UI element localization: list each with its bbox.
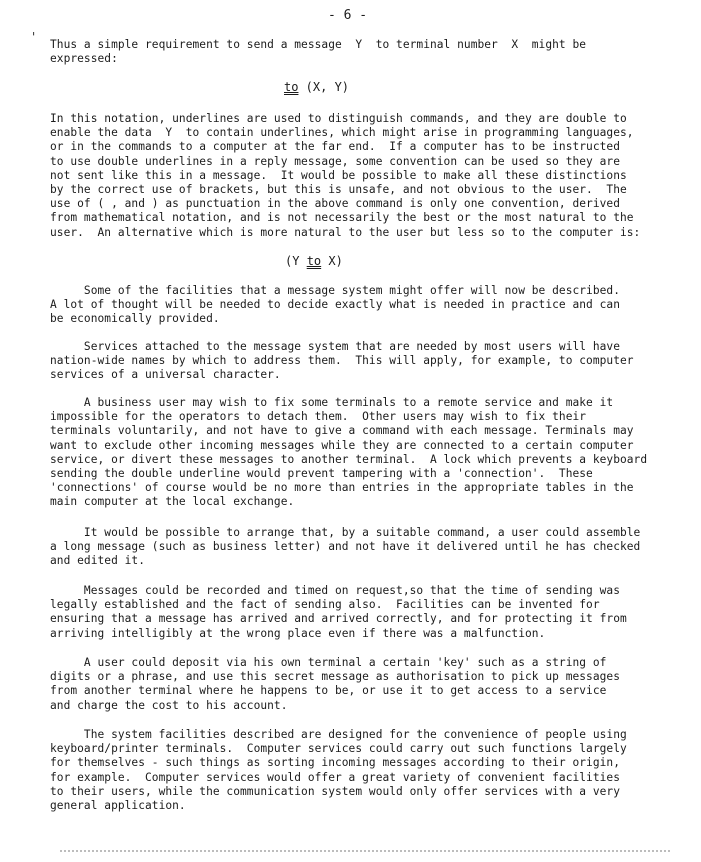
- text-line: arriving intelligibly at the wrong place even if there was a malfunction.: [50, 626, 546, 640]
- text-line: keyboard/printer terminals. Computer services could carry out such functions largely: [50, 742, 627, 756]
- margin-mark: ': [30, 30, 38, 44]
- text-line: and edited it.: [50, 554, 145, 568]
- formula-to-x-y: [284, 80, 349, 94]
- scan-artifact-line: [60, 850, 670, 854]
- text-line: impossible for the operators to detach them. Other users may wish to fix their: [50, 410, 587, 424]
- text-line: nation-wide names by which to address them. This will apply, for example, to computer: [50, 354, 634, 368]
- paragraph-user-key: [50, 656, 690, 713]
- intro-paragraph: [50, 38, 690, 66]
- formula-open: (Y: [285, 254, 307, 268]
- text-line: to use double underlines in a reply message, some convention can be used so they are: [50, 154, 620, 168]
- text-line: main computer at the local exchange.: [50, 495, 295, 509]
- text-line: digits or a phrase, and use this secret message as authorisation to pick up messages: [50, 670, 620, 684]
- text-line: services of a universal character.: [50, 368, 281, 382]
- text-line: A business user may wish to fix some terminals to a remote service and make it: [50, 396, 614, 409]
- text-line: terminals voluntarily, and not have to give a command with each message. Terminals may: [50, 424, 634, 438]
- text-line: A lot of thought will be needed to decide exactly what is needed in practice and can: [50, 298, 620, 312]
- text-line: legally established and the fact of sending also. Facilities can be invented for: [50, 598, 600, 612]
- paragraph-recorded-messages: [50, 584, 690, 641]
- paragraph-services: [50, 340, 690, 383]
- text-line: user. An alternative which is more natural to the user but less so to the computer is:: [50, 225, 641, 239]
- page-number: - 6 -: [328, 8, 368, 23]
- text-line: The system facilities described are designed for the convenience of people using: [50, 728, 627, 741]
- text-line: sending the double underline would prevent tampering with a 'connection'. These: [50, 467, 593, 481]
- text-line: by the correct use of brackets, but this is unsafe, and not obvious to the user. The: [50, 183, 627, 197]
- text-line: In this notation, underlines are used to distinguish commands, and they are double to: [50, 112, 627, 125]
- text-line: Thus a simple requirement to send a message Y to terminal number X might be: [50, 38, 587, 51]
- formula-command: to: [284, 80, 299, 94]
- text-line: Some of the facilities that a message system might offer will now be described.: [50, 284, 620, 297]
- text-line: and charge the cost to his account.: [50, 698, 288, 712]
- text-line: use of ( , and ) as punctuation in the above command is only one convention, derived: [50, 197, 620, 211]
- paragraph-business-user: [50, 396, 690, 510]
- text-line: A user could deposit via his own terminal a certain 'key' such as a string of: [50, 656, 607, 669]
- formula-command: to: [306, 254, 322, 268]
- text-line: general application.: [50, 799, 186, 813]
- text-line: be economically provided.: [50, 312, 220, 326]
- text-line: a long message (such as business letter) and not have it delivered until he has checked: [50, 540, 641, 554]
- text-line: not sent like this in a message. It would be possible to make all these distinctions: [50, 168, 627, 182]
- text-line: expressed:: [50, 52, 118, 66]
- text-line: for example. Computer services would offer a great variety of convenient facilities: [50, 770, 620, 784]
- text-line: from mathematical notation, and is not necessarily the best or the most natural to the: [50, 211, 634, 225]
- paragraph-facilities: [50, 284, 690, 327]
- formula-y-to-x: [285, 254, 343, 268]
- text-line: or in the commands to a computer at the far end. If a computer has to be instructed: [50, 140, 620, 154]
- paragraph-long-message: [50, 526, 690, 569]
- text-line: It would be possible to arrange that, by a suitable command, a user could assemble: [50, 526, 641, 539]
- text-line: to their users, while the communication system would only offer services with a very: [50, 784, 620, 798]
- text-line: service, or divert these messages to another terminal. A lock which prevents a keyboard: [50, 452, 648, 466]
- formula-args: (X, Y): [298, 80, 350, 94]
- text-line: ensuring that a message has arrived and arrived correctly, and for protecting it from: [50, 612, 627, 626]
- text-line: Messages could be recorded and timed on request,so that the time of sending was: [50, 584, 620, 597]
- text-line: 'connections' of course would be no more than entries in the appropriate tables in the: [50, 481, 634, 495]
- text-line: want to exclude other incoming messages while they are connected to a certain computer: [50, 438, 634, 452]
- formula-close: X): [321, 254, 343, 268]
- notation-paragraph: [50, 112, 690, 240]
- text-line: from another terminal where he happens to be, or use it to get access to a service: [50, 684, 607, 698]
- text-line: Services attached to the message system that are needed by most users will have: [50, 340, 620, 353]
- text-line: for themselves - such things as sorting incoming messages according to their origin,: [50, 756, 620, 770]
- paragraph-system-facilities: [50, 728, 690, 813]
- text-line: enable the data Y to contain underlines, which might arise in programming languages,: [50, 126, 634, 140]
